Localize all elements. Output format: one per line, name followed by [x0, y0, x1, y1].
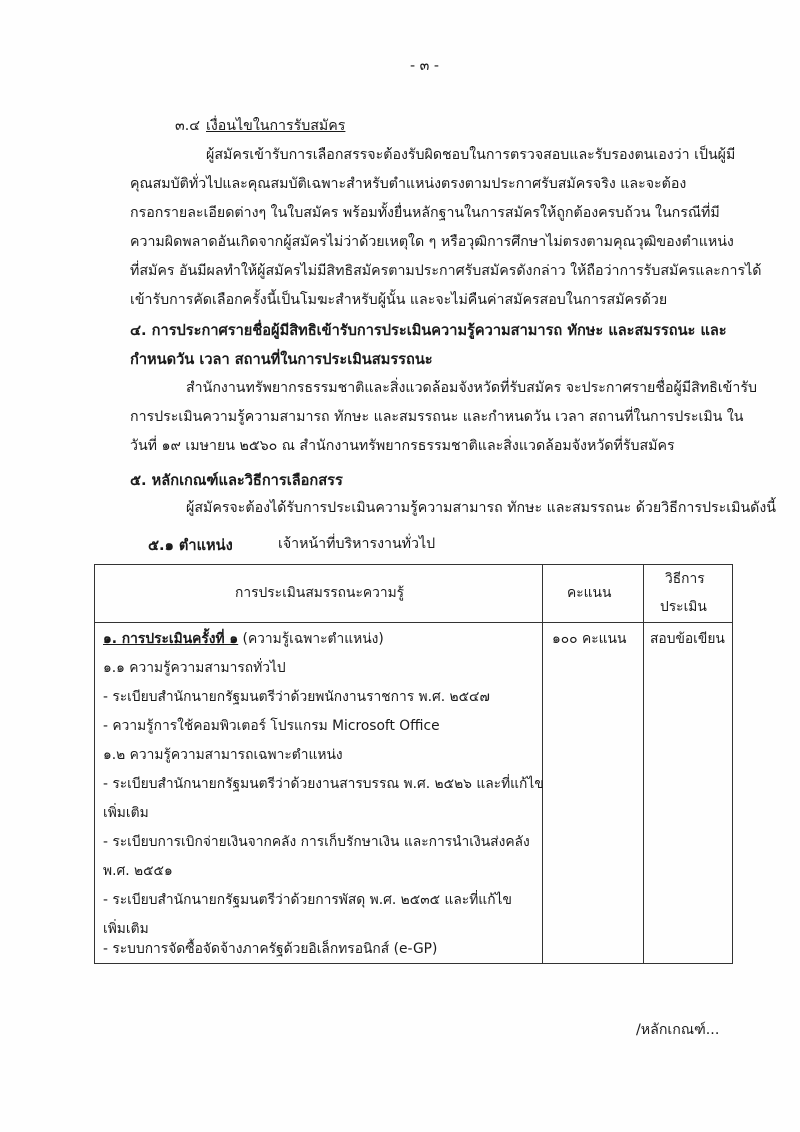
page-number: - ๓ - — [410, 58, 439, 74]
section-4-heading: ๔. การประกาศรายชื่อผู้มีสิทธิเข้ารับการประเมินความรู้ความสามารถ ทักษะ และสมรรถนะ และ — [130, 322, 727, 339]
round-heading — [103, 629, 384, 649]
topic-line: - ระเบียบสำนักนายกรัฐมนตรีว่าด้วยการพัสดุ พ.ศ. ๒๕๓๕ และที่แก้ไข — [103, 892, 512, 908]
section-3-4-line: ความผิดพลาดอันเกิดจากผู้สมัครไม่ว่าด้วยเหตุใด ๆ หรือวุฒิการศึกษาไม่ตรงตามคุณวุฒิของตำแหน่ง — [130, 234, 734, 250]
section-5-intro: ผู้สมัครจะต้องได้รับการประเมินความรู้ความสามารถ ทักษะ และสมรรถนะ ด้วยวิธีการประเมินดังนี้ — [186, 500, 777, 516]
header-method: วิธีการ — [665, 571, 705, 587]
position-value: เจ้าหน้าที่บริหารงานทั่วไป — [278, 536, 436, 552]
section-4-line: การประเมินความรู้ความสามารถ ทักษะ และสมรรถนะ และกำหนดวัน เวลา สถานที่ในการประเมิน ใน — [130, 409, 744, 425]
topic-line: เพิ่มเติม — [103, 805, 149, 821]
section-5-heading: ๕. หลักเกณฑ์และวิธีการเลือกสรร — [130, 472, 343, 489]
header-method: ประเมิน — [660, 599, 707, 615]
topic-line: - ระบบการจัดซื้อจัดจ้างภาครัฐด้วยอิเล็กทรอนิกส์ (e-GP) — [103, 941, 438, 957]
round-note: (ความรู้เฉพาะตำแหน่ง) — [238, 631, 384, 647]
section-3-4-line: คุณสมบัติทั่วไปและคุณสมบัติเฉพาะสำหรับตำแหน่งตรงตามประกาศรับสมัครจริง และจะต้อง — [130, 176, 687, 192]
section-3-4-line: ที่สมัคร อันมีผลทำให้ผู้สมัครไม่มีสิทธิสมัครตามประกาศรับสมัครดังกล่าว ให้ถือว่าการรับสมัครและการได้ — [130, 263, 762, 279]
topic-line: - ระเบียบการเบิกจ่ายเงินจากคลัง การเก็บรักษาเงิน และการนำเงินส่งคลัง — [103, 834, 530, 850]
section-4-line: สำนักงานทรัพยากรธรรมชาติและสิ่งแวดล้อมจังหวัดที่รับสมัคร จะประกาศรายชื่อผู้มีสิทธิเข้ารับ — [186, 380, 757, 396]
method-cell: สอบข้อเขียน — [650, 631, 725, 647]
table-header-divider — [95, 622, 732, 623]
table-divider — [643, 565, 644, 963]
assessment-table — [94, 564, 733, 964]
continuation-note: /หลักเกณฑ์... — [636, 1022, 720, 1038]
score-cell: ๑๐๐ คะแนน — [552, 631, 627, 647]
section-4-line: วันที่ ๑๙ เมษายน ๒๕๖๐ ณ สำนักงานทรัพยากรธรรมชาติและสิ่งแวดล้อมจังหวัดที่รับสมัคร — [130, 438, 675, 454]
topic-line: ๑.๒ ความรู้ความสามารถเฉพาะตำแหน่ง — [103, 747, 343, 763]
topic-line: - ระเบียบสำนักนายกรัฐมนตรีว่าด้วยพนักงานราชการ พ.ศ. ๒๕๔๗ — [103, 689, 490, 705]
topic-line: เพิ่มเติม — [103, 921, 149, 937]
round-title: ๑. การประเมินครั้งที่ ๑ — [103, 631, 239, 647]
section-3-4-number: ๓.๔ — [175, 118, 200, 134]
topic-line: ๑.๑ ความรู้ความสามารถทั่วไป — [103, 660, 286, 676]
section-3-4-line: เข้ารับการคัดเลือกครั้งนี้เป็นโมฆะสำหรับผู้นั้น และจะไม่คืนค่าสมัครสอบในการสมัครด้วย — [130, 292, 668, 308]
section-3-4-line: ผู้สมัครเข้ารับการเลือกสรรจะต้องรับผิดชอบในการตรวจสอบและรับรองตนเองว่า เป็นผู้มี — [206, 147, 736, 163]
topic-line: - ความรู้การใช้คอมพิวเตอร์ โปรแกรม Microsoft Office — [103, 718, 440, 734]
section-3-4-line: กรอกรายละเอียดต่างๆ ในใบสมัคร พร้อมทั้งยื่นหลักฐานในการสมัครให้ถูกต้องครบถ้วน ในกรณีที่มี — [130, 205, 720, 221]
topic-line: - ระเบียบสำนักนายกรัฐมนตรีว่าด้วยงานสารบรรณ พ.ศ. ๒๕๒๖ และที่แก้ไข — [103, 776, 544, 792]
section-3-4-heading: เงื่อนไขในการรับสมัคร — [206, 118, 346, 134]
topic-line: พ.ศ. ๒๕๕๑ — [103, 863, 173, 879]
section-4-heading: กำหนดวัน เวลา สถานที่ในการประเมินสมรรถนะ — [130, 351, 433, 368]
header-assessment: การประเมินสมรรถนะความรู้ — [235, 585, 405, 601]
header-score: คะแนน — [567, 585, 612, 601]
position-label: ๕.๑ ตำแหน่ง — [148, 537, 233, 554]
table-divider — [542, 565, 543, 963]
